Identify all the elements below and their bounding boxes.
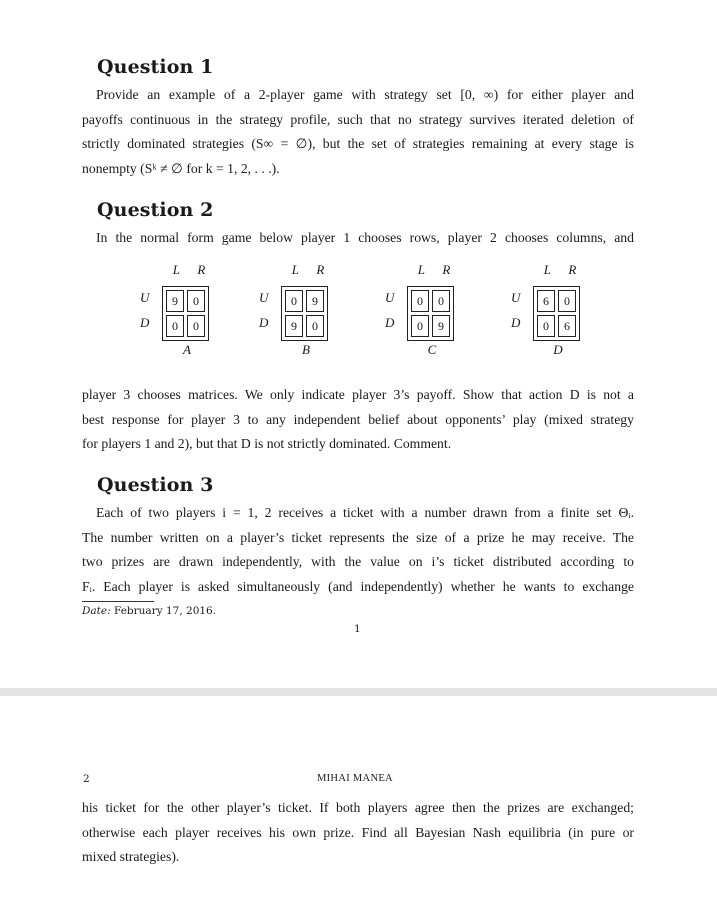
p2-line-3: mixed strategies). <box>82 849 180 864</box>
matrix-d-cell-dl: 0 <box>537 315 555 337</box>
matrix-a-row-u: U <box>140 290 150 305</box>
matrix-a-grid <box>162 286 209 341</box>
matrix-d-cell-ur: 0 <box>558 290 576 312</box>
p2-line-1: his ticket for the other player’s ticket. If both players agree then the prizes are exchanged; <box>82 800 634 815</box>
page-separator <box>0 688 717 696</box>
page-2-body <box>82 796 634 870</box>
page-2 <box>0 696 717 898</box>
matrix-a-cell-ur: 0 <box>187 290 205 312</box>
matrix-c-cell-ur: 0 <box>432 290 450 312</box>
q1-line-1: Provide an example of a 2-player game with strategy set [0, ∞) for either player and <box>96 87 634 102</box>
matrix-b-grid <box>281 286 328 341</box>
matrix-b-cell-ur: 9 <box>306 290 324 312</box>
q3-line-3: two prizes are drawn independently, with the value on i’s ticket distributed according to <box>82 554 634 569</box>
q1-line-4: nonempty (Sᵏ ≠ ∅ for k = 1, 2, . . .). <box>82 160 280 176</box>
matrix-b-row-u: U <box>259 290 269 305</box>
matrix-d-cell-dr: 6 <box>558 315 576 337</box>
matrix-b-col-r: R <box>316 262 325 277</box>
q2-intro-line: In the normal form game below player 1 chooses rows, player 2 chooses columns, and <box>96 230 634 245</box>
matrix-a-row-d: D <box>140 315 150 330</box>
matrix-d <box>511 262 611 358</box>
page-2-number: 2 <box>83 773 90 785</box>
matrix-a-col-l: L <box>172 262 180 277</box>
matrix-a-cell-dr: 0 <box>187 315 205 337</box>
matrix-d-name: D <box>553 342 563 357</box>
matrix-c-grid <box>407 286 454 341</box>
matrix-d-grid <box>533 286 580 341</box>
q3-line-2: The number written on a player’s ticket represents the size of a prize he may receive. The <box>82 529 634 545</box>
matrix-b-name: B <box>302 342 310 357</box>
matrix-c-cell-ul: 0 <box>411 290 429 312</box>
page-1-number: 1 <box>354 623 361 635</box>
question-1-body <box>82 83 634 181</box>
matrix-b-col-l: L <box>291 262 299 277</box>
footnote-date <box>82 605 216 617</box>
matrix-c <box>385 262 485 358</box>
q1-line-3: strictly dominated strategies (S∞ = ∅), but the set of strategies remaining at every stage is <box>82 136 634 151</box>
matrix-c-cell-dl: 0 <box>411 315 429 337</box>
matrix-c-col-r: R <box>442 262 451 277</box>
matrix-a-name: A <box>183 342 191 357</box>
footnote-date-label: Date: <box>82 605 111 617</box>
q3-line-1: Each of two players i = 1, 2 receives a ticket with a number drawn from a finite set Θᵢ. <box>96 505 634 520</box>
matrix-c-row-d: D <box>385 315 395 330</box>
matrix-c-cell-dr: 9 <box>432 315 450 337</box>
q1-line-2: payoffs continuous in the strategy profile, such that no strategy survives iterated deletion of <box>82 111 634 127</box>
matrix-c-name: C <box>427 342 437 357</box>
question-1-heading: Question 1 <box>97 56 214 78</box>
matrix-a-cell-ul: 9 <box>166 290 184 312</box>
matrix-b-row-d: D <box>259 315 269 330</box>
footnote-date-value: February 17, 2016. <box>114 605 217 617</box>
question-3-body <box>82 501 634 599</box>
matrix-c-col-l: L <box>417 262 425 277</box>
matrix-d-row-u: U <box>511 290 521 305</box>
p2-line-2: otherwise each player receives his own prize. Find all Bayesian Nash equilibria (in pure or <box>82 824 634 840</box>
q2-line-3: for players 1 and 2), but that D is not strictly dominated. Comment. <box>82 436 452 451</box>
q3-line-4: Fᵢ. Each player is asked simultaneously (and independently) whether he wants to exchange <box>82 578 634 594</box>
matrix-d-row-d: D <box>511 315 521 330</box>
matrix-b-cell-ul: 0 <box>285 290 303 312</box>
matrix-d-col-r: R <box>568 262 577 277</box>
question-2-intro <box>82 226 634 251</box>
matrix-b <box>259 262 359 358</box>
matrix-b-cell-dl: 9 <box>285 315 303 337</box>
q2-line-1: player 3 chooses matrices. We only indicate player 3’s payoff. Show that action D is not a <box>82 387 634 402</box>
matrix-a-cell-dl: 0 <box>166 315 184 337</box>
question-2-heading: Question 2 <box>97 199 214 221</box>
matrix-d-cell-ul: 6 <box>537 290 555 312</box>
matrix-a-col-r: R <box>197 262 206 277</box>
matrix-a <box>140 262 240 358</box>
matrix-d-col-l: L <box>543 262 551 277</box>
footnote-rule <box>82 601 154 602</box>
matrix-c-row-u: U <box>385 290 395 305</box>
running-head-author: MIHAI MANEA <box>317 773 393 784</box>
question-2-body <box>82 383 634 457</box>
matrix-b-cell-dr: 0 <box>306 315 324 337</box>
q2-line-2: best response for player 3 to any independent belief about opponents’ play (mixed strategy <box>82 411 634 427</box>
question-3-heading: Question 3 <box>97 474 214 496</box>
